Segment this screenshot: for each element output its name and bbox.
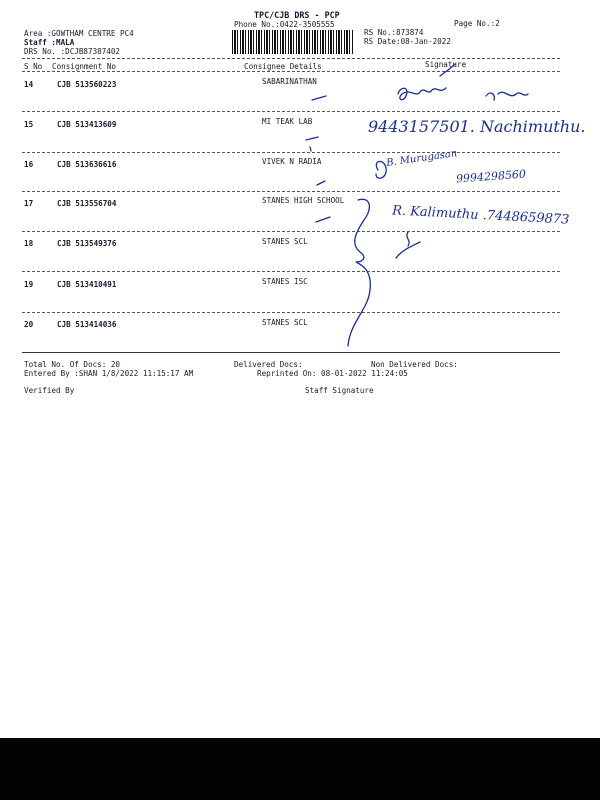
staff-label: Staff :MALA [24,38,75,47]
signature-scribble [398,88,446,100]
handwritten-phone-name: 9443157501. Nachimuthu. [368,117,586,136]
mark-stroke [396,242,420,258]
row-consignee: STANES ISC [262,277,308,286]
row-consignee: STANES SCL [262,237,308,246]
row-sno: 17 [24,199,34,208]
row-consignment: CJB 513414036 [57,320,117,329]
phone-number: Phone No.:0422-3505555 [234,20,335,29]
row-consignment: CJB 513636616 [57,160,117,169]
verified-by: Verified By [24,386,75,395]
mark-dash [306,137,318,140]
row-sno: 18 [24,239,34,248]
column-header-sno: S No [24,62,43,71]
mark-dash [312,96,326,100]
column-header-consignee: Consignee Details [244,62,322,71]
row-sno: 16 [24,160,34,169]
row-consignee: VIVEK N RADIA [262,157,322,166]
row-consignment: CJB 513549376 [57,239,117,248]
handwritten-phone: 9994298560 [455,167,527,186]
mark-stroke [407,232,409,246]
row-consignee: STANES SCL [262,318,308,327]
reprinted-on: Reprinted On: 08-01-2022 11:24:05 [257,369,408,378]
rs-number: RS No.:873874 [364,28,424,37]
non-delivered-docs: Non Delivered Docs: [371,360,458,369]
entered-by: Entered By :SHAN 1/8/2022 11:15:17 AM [24,369,194,378]
column-header-signature: Signature [425,60,467,69]
rs-date: RS Date:08-Jan-2022 [364,37,451,46]
handwritten-name-phone: R. Kalimuthu .7448659873 [391,203,570,228]
mark-dot [310,147,311,151]
row-sno: 19 [24,280,34,289]
row-consignment: CJB 513410491 [57,280,117,289]
signature-tick [440,64,455,76]
scan-border [0,738,600,800]
area-label: Area :GOWTHAM CENTRE PC4 [24,29,134,38]
total-docs: Total No. Of Docs: 20 [24,360,121,369]
row-consignee: SABARINATHAN [262,77,317,86]
row-sno: 14 [24,80,34,89]
signature-scribble [486,92,528,100]
row-consignee: MI TEAK LAB [262,117,313,126]
delivered-docs: Delivered Docs: [234,360,303,369]
mark-dash [316,217,330,222]
brace-stroke [348,199,370,346]
drs-number: DRS No. :DCJB87387402 [24,47,121,56]
row-consignment: CJB 513413609 [57,120,117,129]
column-header-consignment: Consignment No [52,62,117,71]
row-consignment: CJB 513556704 [57,199,117,208]
handwritten-name: B. Murugasan [385,148,458,169]
mark-dash [317,181,325,185]
row-consignee: STANES HIGH SCHOOL [262,196,345,205]
row-consignment: CJB 513560223 [57,80,117,89]
row-sno: 15 [24,120,34,129]
signature-curl [376,161,386,178]
staff-signature: Staff Signature [305,386,374,395]
row-sno: 20 [24,320,34,329]
page-number: Page No.:2 [454,19,500,28]
report-title: TPC/CJB DRS - PCP [254,10,340,20]
